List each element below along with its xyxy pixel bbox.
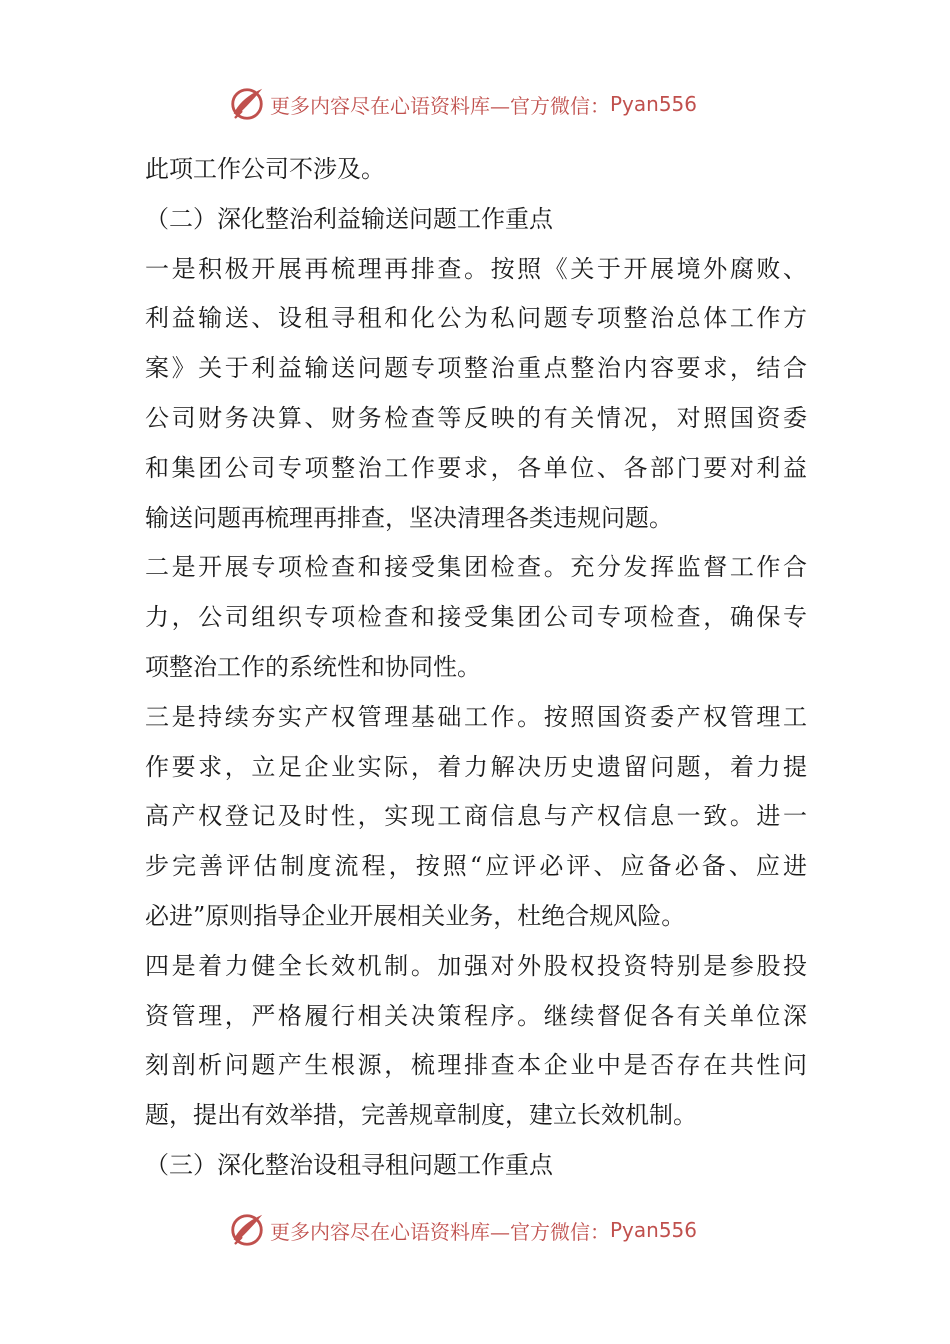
text-line: 一是积极开展再梳理再排查。按照《关于开展境外腐败、: [145, 254, 807, 283]
text-line: 必进”原则指导企业开展相关业务，杜绝合规风险。: [145, 901, 686, 930]
watermark-wechat-id: Pyan556: [610, 92, 698, 116]
pen-logo-icon: [228, 1211, 266, 1249]
footer-watermark: [228, 1210, 697, 1250]
text-line: 资管理，严格履行相关决策程序。继续督促各有关单位深: [145, 1001, 807, 1030]
text-line: 力，公司组织专项检查和接受集团公司专项检查，确保专: [145, 603, 807, 632]
text-line: 利益输送、设租寻租和化公为私问题专项整治总体工作方: [145, 304, 807, 333]
text-line: 高产权登记及时性，实现工商信息与产权信息一致。进一: [145, 802, 807, 831]
text-line: 作要求，立足企业实际，着力解决历史遗留问题，着力提: [145, 752, 807, 781]
text-line: 步完善评估制度流程，按照“应评必评、应备必备、应进: [145, 852, 807, 881]
watermark-text: 更多内容尽在心语资料库—官方微信：: [270, 1219, 610, 1244]
text-line: 和集团公司专项整治工作要求，各单位、各部门要对利益: [145, 453, 807, 482]
text-line: 二是开展专项检查和接受集团检查。充分发挥监督工作合: [145, 553, 807, 582]
text-line: 此项工作公司不涉及。: [145, 155, 385, 183]
text-line: 项整治工作的系统性和协同性。: [145, 652, 481, 681]
text-line: 公司财务决算、财务检查等反映的有关情况，对照国资委: [145, 403, 807, 432]
section-heading: （二）深化整治利益输送问题工作重点: [145, 204, 553, 233]
text-line: 三是持续夯实产权管理基础工作。按照国资委产权管理工: [145, 702, 807, 731]
text-line: 案》关于利益输送问题专项整治重点整治内容要求，结合: [145, 354, 807, 383]
document-body: [145, 145, 807, 1191]
text-line: 四是着力健全长效机制。加强对外股权投资特别是参股投: [145, 951, 807, 980]
section-heading: （三）深化整治设租寻租问题工作重点: [145, 1150, 553, 1179]
text-line: 输送问题再梳理再排查，坚决清理各类违规问题。: [145, 503, 673, 532]
text-line: 刻剖析问题产生根源，梳理排查本企业中是否存在共性问: [145, 1051, 807, 1080]
pen-logo-icon: [228, 85, 266, 123]
watermark-text: 更多内容尽在心语资料库—官方微信：: [270, 93, 610, 118]
text-line: 题，提出有效举措，完善规章制度，建立长效机制。: [145, 1101, 697, 1130]
watermark-wechat-id: Pyan556: [610, 1218, 698, 1242]
header-watermark: [228, 84, 697, 124]
